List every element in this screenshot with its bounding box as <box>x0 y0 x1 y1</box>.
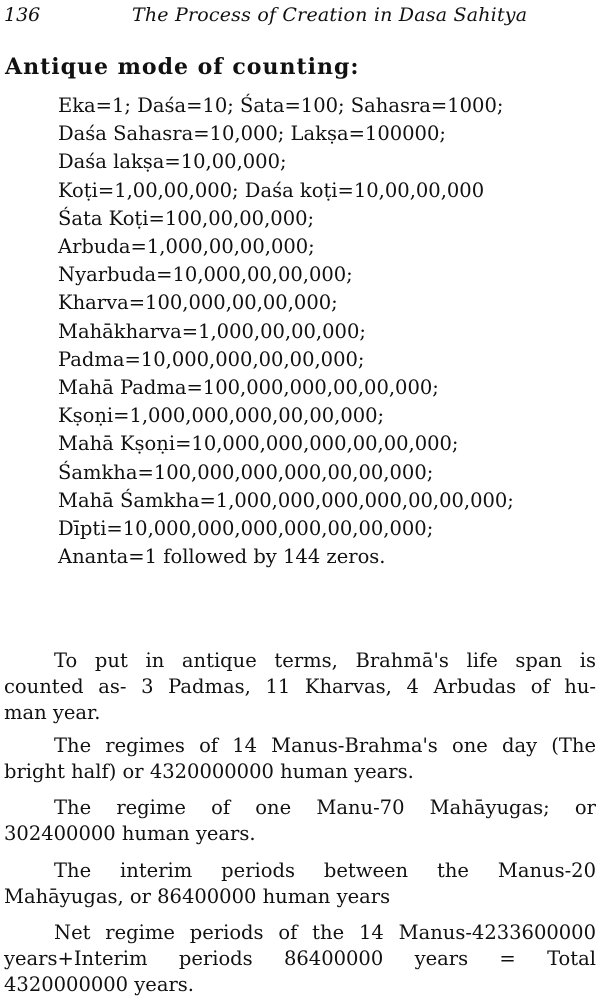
list-item: Mahā Kṣoṇi=10,000,000,000,00,00,000; <box>58 432 459 456</box>
paragraph-regime-one-manu <box>4 795 596 847</box>
list-item: Nyarbuda=10,000,00,00,000; <box>58 263 353 287</box>
paragraph-line: 302400000 human years. <box>4 822 256 845</box>
paragraph-regimes-14-manus <box>4 733 596 785</box>
list-item: Padma=10,000,000,00,00,000; <box>58 347 365 371</box>
list-item: Daśa Sahasra=10,000; Lakṣa=100000; <box>58 122 446 146</box>
paragraph-interim-periods <box>4 858 596 910</box>
paragraph-net-regime-periods <box>4 920 596 998</box>
list-item: Eka=1; Daśa=10; Śata=100; Sahasra=1000; <box>58 94 504 117</box>
paragraph-line: years+Interim periods 86400000 years = Total <box>4 947 596 970</box>
list-item: Kṣoṇi=1,000,000,000,00,00,000; <box>58 404 385 428</box>
paragraph-line: The regime of one Manu-70 Mahāyugas; or <box>54 796 596 819</box>
list-item: Mahākharva=1,000,00,00,000; <box>58 319 366 343</box>
page-number: 136 <box>4 4 41 26</box>
list-item: Dīpti=10,000,000,000,000,00,00,000; <box>58 517 434 541</box>
paragraph-line: The interim periods between the Manus-20 <box>54 859 596 882</box>
paragraph-line: To put in antique terms, Brahmā's life span is <box>54 649 596 672</box>
list-item: Śamkha=100,000,000,000,00,00,000; <box>58 460 434 484</box>
list-item: Śata Koṭi=100,00,00,000; <box>58 206 315 230</box>
running-header <box>4 2 592 28</box>
paragraph-brahma-life-span <box>4 648 596 726</box>
list-item: Daśa lakṣa=10,00,000; <box>58 150 287 174</box>
counting-list <box>58 92 514 571</box>
list-item: Arbuda=1,000,00,00,000; <box>58 235 315 259</box>
paragraph-line: 4320000000 years. <box>4 973 194 996</box>
paragraph-line: counted as- 3 Padmas, 11 Kharvas, 4 Arbudas of hu- <box>4 675 596 698</box>
list-item: Mahā Padma=100,000,000,00,00,000; <box>58 376 439 400</box>
paragraph-line: bright half) or 4320000000 human years. <box>4 760 414 783</box>
list-item: Koṭi=1,00,00,000; Daśa koṭi=10,00,00,000 <box>58 178 485 202</box>
list-item: Kharva=100,000,00,00,000; <box>58 291 338 315</box>
book-title: The Process of Creation in Dasa Sahitya <box>132 4 528 26</box>
list-item: Mahā Śamkha=1,000,000,000,000,00,00,000; <box>58 488 514 512</box>
paragraph-line: Mahāyugas, or 86400000 human years <box>4 885 391 908</box>
paragraph-line: man year. <box>4 701 101 724</box>
paragraph-line: Net regime periods of the 14 Manus-4233600000 <box>54 921 596 944</box>
paragraph-line: The regimes of 14 Manus-Brahma's one day (The <box>54 734 596 757</box>
list-item: Ananta=1 followed by 144 zeros. <box>58 545 386 569</box>
section-heading: Antique mode of counting: <box>5 54 360 80</box>
